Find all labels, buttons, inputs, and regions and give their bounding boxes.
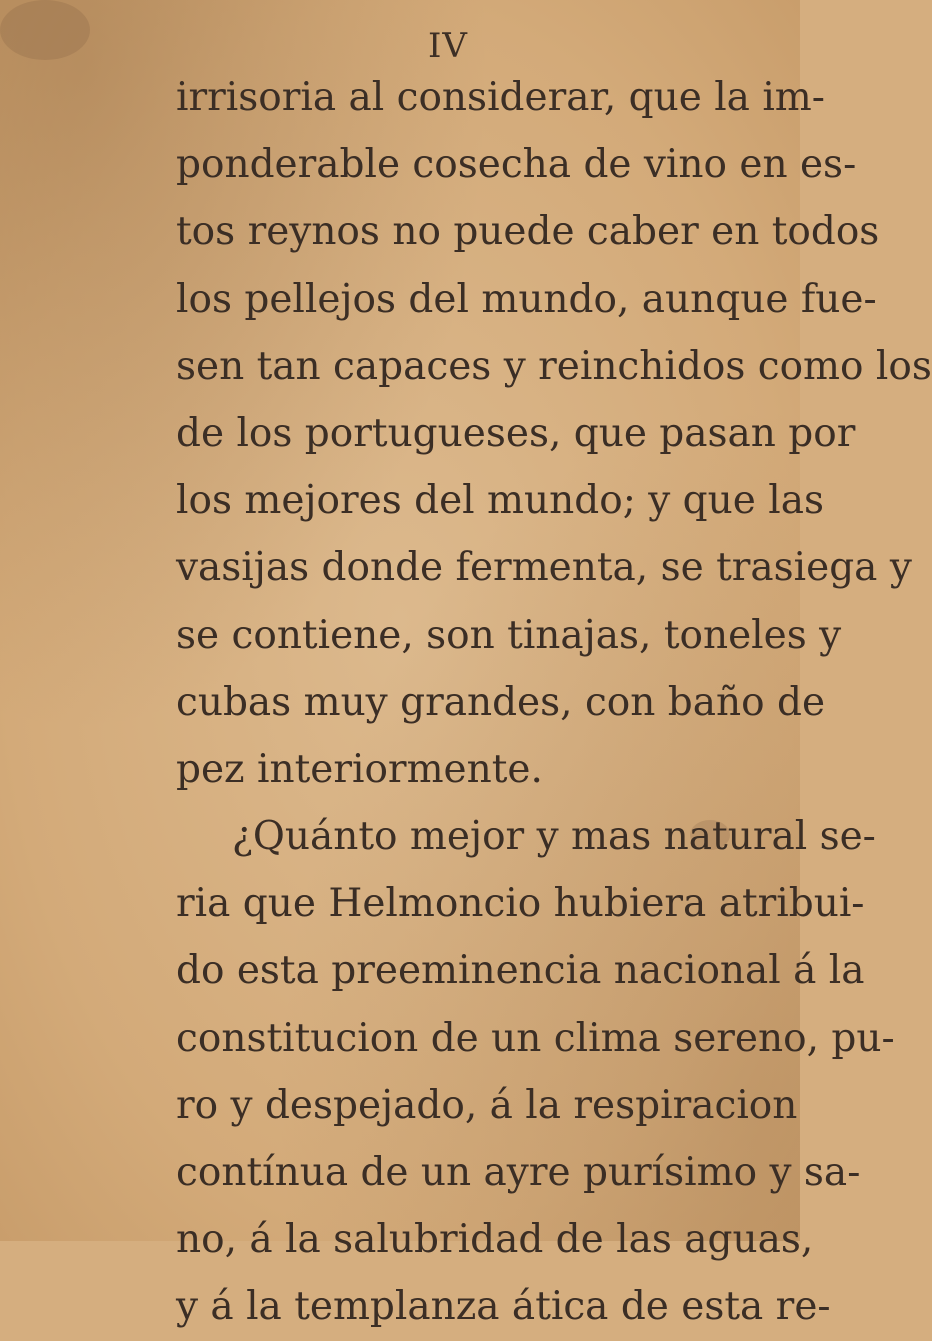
text-line: ro y despejado, á la respiracion — [176, 1082, 798, 1128]
text-line: de los portugueses, que pasan por — [176, 410, 856, 456]
page-stain — [0, 0, 90, 60]
text-line: ponderable cosecha de vino en es- — [176, 142, 857, 188]
text-line: irrisoria al considerar, que la im- — [176, 75, 825, 120]
text-line: do esta preeminencia nacional á la — [176, 948, 865, 994]
paragraph-end-line: pez interiormente. — [176, 746, 543, 792]
body-text — [176, 64, 932, 1341]
text-line: tos reynos no puede caber en todos — [176, 209, 880, 255]
text-line: ria que Helmoncio hubiera atribui- — [176, 881, 865, 927]
text-line: cubas muy grandes, con baño de — [176, 679, 826, 725]
text-line: los pellejos del mundo, aunque fue- — [176, 276, 877, 322]
text-line: los mejores del mundo; y que las — [176, 478, 824, 524]
text-line: sen tan capaces y reinchidos como los — [176, 343, 932, 389]
text-line: contínua de un ayre purísimo y sa- — [176, 1150, 861, 1195]
text-line: vasijas donde fermenta, se trasiega y — [176, 545, 912, 591]
text-line: se contiene, son tinajas, toneles y — [176, 612, 842, 658]
paragraph-start-line: ¿Quánto mejor y mas natural se- — [232, 814, 876, 860]
text-line: y á la templanza ática de esta re- — [176, 1284, 831, 1330]
page-number: IV — [428, 26, 468, 66]
text-line: no, á la salubridad de las aguas, — [176, 1217, 814, 1263]
text-line: constitucion de un clima sereno, pu- — [176, 1015, 895, 1061]
